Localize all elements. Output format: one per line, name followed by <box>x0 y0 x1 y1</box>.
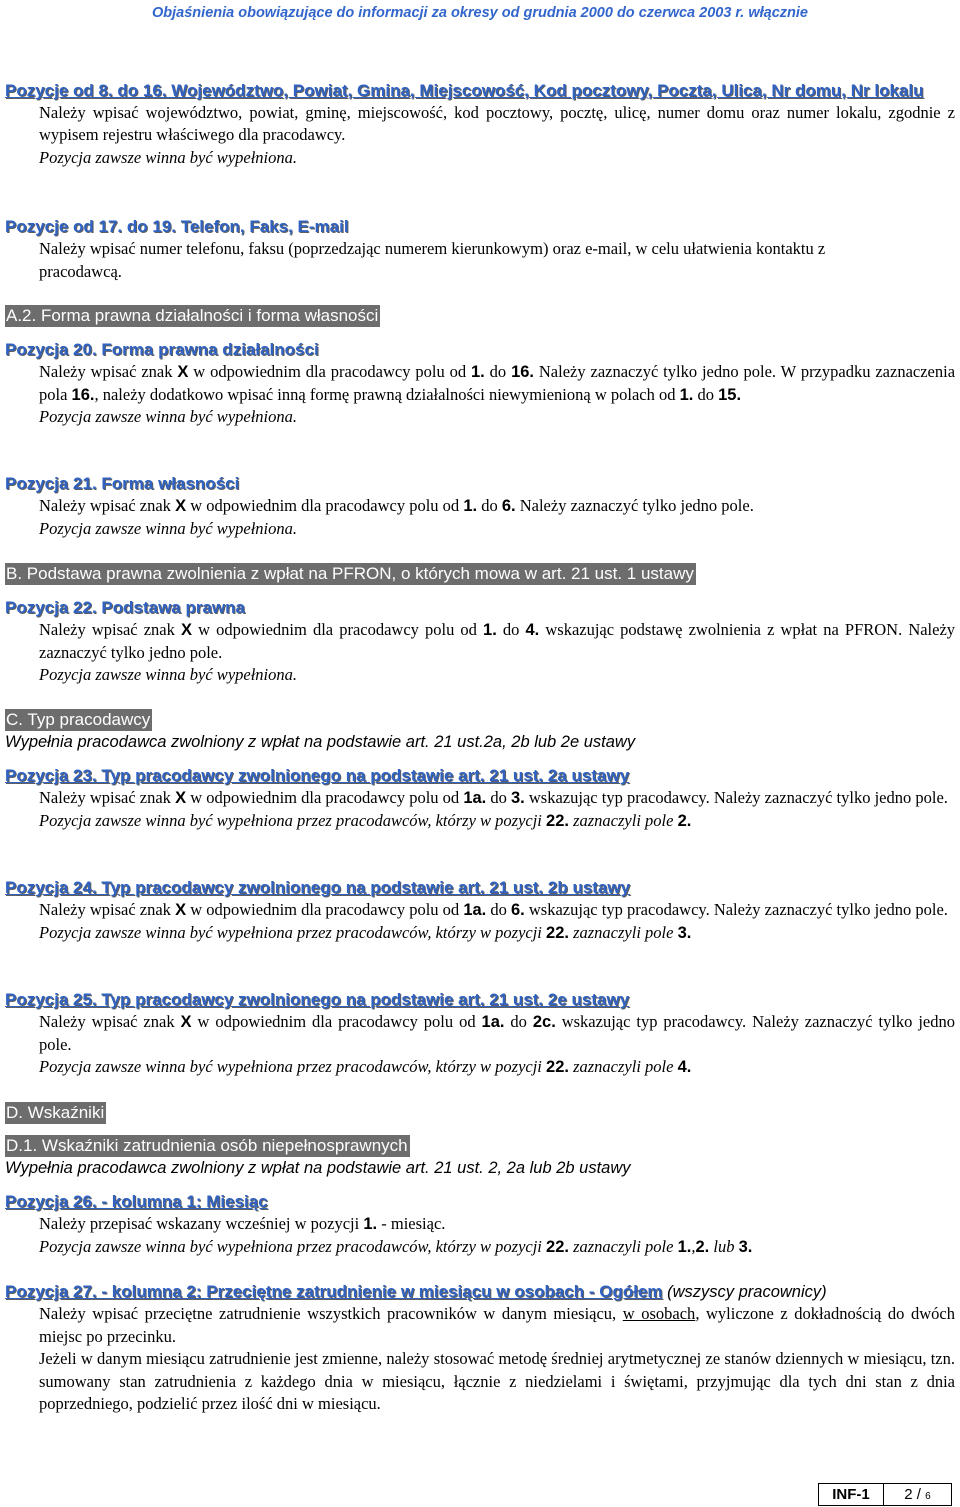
p20-text: Należy wpisać znak X w odpowiednim dla pracodawcy polu od 1. do 16. Należy zaznaczyć tylko jedno pole. W przypadku zaznaczenia pola 16., należy dodatkowo wpisać inną formę prawną działalności niewymienioną w polach od 1. do 15. <box>39 362 956 404</box>
section-d1-heading: D.1. Wskaźniki zatrudnienia osób niepełnosprawnych <box>6 1136 408 1155</box>
p17-text: Należy wpisać numer telefonu, faksu (poprzedzając numerem kierunkowym) oraz e-mail, w celu ułatwienia kontaktu z pracodawcą. <box>39 239 826 281</box>
p26-note: Pozycja zawsze winna być wypełniona przez pracodawców, którzy w pozycji 22. zaznaczyli pole 1.,2. lub 3. <box>39 1236 753 1256</box>
section-p24 <box>5 877 955 944</box>
p22-text: Należy wpisać znak X w odpowiednim dla pracodawcy polu od 1. do 4. wskazując podstawę zwolnienia z wpłat na PFRON. Należy zaznaczyć tylko jedno pole. <box>39 620 956 662</box>
p23-title: Pozycja 23. Typ pracodawcy zwolnionego na podstawie art. 21 ust. 2a ustawy <box>5 766 630 785</box>
section-p20 <box>5 339 955 429</box>
section-p26 <box>5 1191 955 1258</box>
p8-text: Należy wpisać województwo, powiat, gminę, miejscowość, kod pocztowy, pocztę, ulicę, numer domu oraz numer lokalu, zgodnie z wypisem rejestru właściwego dla pracodawcy. <box>39 103 955 145</box>
section-p8-16 <box>5 80 955 169</box>
page-number: 2 / 6 <box>904 1486 931 1503</box>
p27-title-line <box>5 1281 955 1303</box>
section-c-subtitle: Wypełnia pracodawca zwolniony z wpłat na podstawie art. 21 ust.2a, 2b lub 2e ustawy <box>5 733 636 752</box>
p20-note: Pozycja zawsze winna być wypełniona. <box>39 407 298 427</box>
p27-text-2: Jeżeli w danym miesiącu zatrudnienie jest zmienne, należy stosować metodę średniej arytmetycznej ze stanów dziennych w miesiącu, tzn. sumowany stan zatrudnienia z każdego dnia w miesiącu, łącznie z niedzielami i świętami, przyjmując dla tych dni stan z dnia poprzedniego, podzielić przez ilość dni w miesiącu. <box>39 1349 955 1414</box>
p25-title: Pozycja 25. Typ pracodawcy zwolnionego na podstawie art. 21 ust. 2e ustawy <box>5 990 630 1009</box>
section-d1-subtitle: Wypełnia pracodawca zwolniony z wpłat na podstawie art. 21 ust. 2, 2a lub 2b ustawy <box>5 1159 631 1178</box>
section-p17-19 <box>5 216 955 283</box>
p8-title: Pozycje od 8. do 16. Województwo, Powiat, Gmina, Miejscowość, Kod pocztowy, Poczta, Ulica, Nr domu, Nr lokalu <box>5 81 924 100</box>
p22-note: Pozycja zawsze winna być wypełniona. <box>39 665 298 685</box>
section-d-heading: D. Wskaźniki <box>6 1103 105 1122</box>
p21-text: Należy wpisać znak X w odpowiednim dla pracodawcy polu od 1. do 6. Należy zaznaczyć tylko jedno pole. <box>39 496 754 516</box>
p17-title: Pozycje od 17. do 19. Telefon, Faks, E-mail <box>5 217 349 236</box>
p23-note: Pozycja zawsze winna być wypełniona przez pracodawców, którzy w pozycji 22. zaznaczyli pole 2. <box>39 810 692 830</box>
p27-title-extra: (wszyscy pracownicy) <box>662 1283 827 1301</box>
section-a2 <box>5 305 955 327</box>
p27-title: Pozycja 27. - kolumna 2: Przeciętne zatrudnienie w miesiącu w osobach - Ogółem <box>5 1282 663 1301</box>
document-header: Objaśnienia obowiązujące do informacji za okresy od grudnia 2000 do czerwca 2003 r. włącznie <box>152 5 808 21</box>
section-c-heading: C. Typ pracodawcy <box>6 710 151 729</box>
section-p22 <box>5 597 955 687</box>
section-p27 <box>5 1281 955 1415</box>
page-footer <box>818 1483 952 1506</box>
form-code: INF-1 <box>819 1484 884 1505</box>
p22-title: Pozycja 22. Podstawa prawna <box>5 598 245 617</box>
section-p21 <box>5 473 955 540</box>
section-a2-heading: A.2. Forma prawna działalności i forma własności <box>6 306 379 325</box>
section-b-heading: B. Podstawa prawna zwolnienia z wpłat na PFRON, o których mowa w art. 21 ust. 1 ustawy <box>6 564 694 583</box>
p21-note: Pozycja zawsze winna być wypełniona. <box>39 518 298 538</box>
p26-title: Pozycja 26. - kolumna 1: Miesiąc <box>5 1192 268 1211</box>
p24-note: Pozycja zawsze winna być wypełniona przez pracodawców, którzy w pozycji 22. zaznaczyli pole 3. <box>39 922 692 942</box>
p25-text: Należy wpisać znak X w odpowiednim dla pracodawcy polu od 1a. do 2c. wskazując typ pracodawcy. Należy zaznaczyć tylko jedno pole. <box>39 1012 956 1054</box>
p26-text: Należy przepisać wskazany wcześniej w pozycji 1. - miesiąc. <box>39 1214 446 1234</box>
p25-note: Pozycja zawsze winna być wypełniona przez pracodawców, którzy w pozycji 22. zaznaczyli pole 4. <box>39 1057 692 1077</box>
p8-note: Pozycja zawsze winna być wypełniona. <box>39 147 298 167</box>
p23-text: Należy wpisać znak X w odpowiednim dla pracodawcy polu od 1a. do 3. wskazując typ pracodawcy. Należy zaznaczyć tylko jedno pole. <box>39 788 948 808</box>
section-p23 <box>5 765 955 832</box>
section-d1 <box>5 1135 955 1180</box>
p27-text-1: Należy wpisać przeciętne zatrudnienie wszystkich pracowników w danym miesiącu, w osobach, wyliczone z dokładnością do dwóch miejsc po przecinku. <box>39 1304 955 1346</box>
p24-title: Pozycja 24. Typ pracodawcy zwolnionego na podstawie art. 21 ust. 2b ustawy <box>5 878 631 897</box>
section-b <box>5 563 955 585</box>
p24-text: Należy wpisać znak X w odpowiednim dla pracodawcy polu od 1a. do 6. wskazując typ pracodawcy. Należy zaznaczyć tylko jedno pole. <box>39 900 948 920</box>
section-c <box>5 709 955 754</box>
p21-title: Pozycja 21. Forma własności <box>5 474 240 493</box>
section-p25 <box>5 989 955 1079</box>
section-d <box>5 1102 955 1124</box>
p20-title: Pozycja 20. Forma prawna działalności <box>5 340 319 359</box>
